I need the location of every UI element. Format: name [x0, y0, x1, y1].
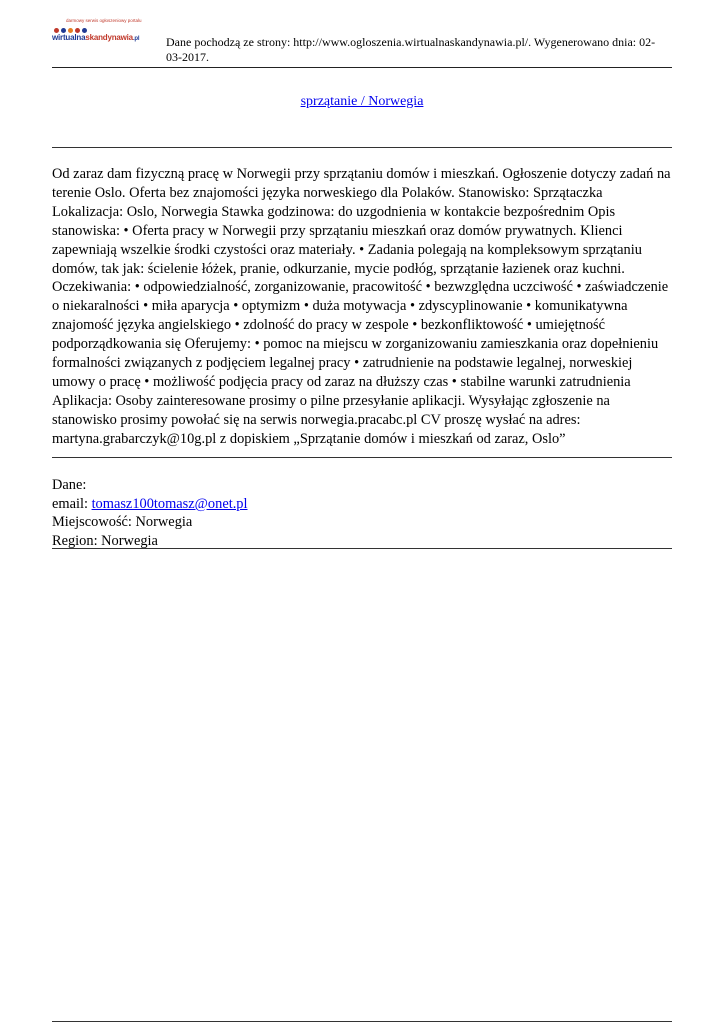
contact-email-row — [52, 495, 672, 514]
contact-heading: Dane: — [52, 477, 87, 493]
header-divider — [52, 67, 672, 68]
page-header — [52, 14, 672, 68]
email-link[interactable]: tomasz100tomasz@onet.pl — [91, 495, 248, 512]
section-divider — [52, 457, 672, 458]
logo-wordmark: wirtualnaskandynawia.pl — [52, 33, 140, 42]
category-link[interactable]: sprzątanie / Norwegia — [300, 94, 424, 109]
email-label: email: — [52, 495, 92, 512]
contact-details — [52, 476, 672, 550]
city-row: Miejscowość: Norwegia — [52, 514, 193, 531]
listing-description: Od zaraz dam fizyczną pracę w Norwegii przy sprzątaniu domów i mieszkań. Ogłoszenie dotyczy zadań na terenie Oslo. Oferta bez znajomości języka norweskiego dla Polaków. Stanowisko: Sprzątaczka Lokalizacja: Oslo, Norwegia Stawka godzinowa: do uzgodnienia w kontakcie bezpośrednim Opis stanowiska: • Oferta pracy w Norwegii przy sprzątaniu mieszkań oraz domów prywatnych. Klienci zapewniają wszelkie środki czystości oraz materiały. • Zadania polegają na kompleksowym sprzątaniu domów, tak jak: ścielenie łóżek, pranie, odkurzanie, mycie podłóg, sprzątanie łazienek oraz kuchni. Oczekiwania: • odpowiedzialność, zorganizowanie, pracowitość • bezwzględna uczciwość • zaświadczenie o niekaralności • miła aparycja • optymizm • duża motywacja • zdyscyplinowanie • komunikatywna znajomość języka angielskiego • zdolność do pracy w zespole • bezkonfliktowość • umiejętność podporządkowania się Oferujemy: • pomoc na miejscu w zorganizowaniu zamieszkania oraz dopełnieniu formalności związanych z podjęciem legalnej pracy • zatrudnienie na podstawie legalnej, norweskiej umowy o pracę • możliwość podjęcia pracy od zaraz na dłuższy czas • stabilne warunki zatrudnienia Aplikacja: Osoby zainteresowane prosimy o pilne przesyłanie aplikacji. Wysyłając zgłoszenie na stanowisko prosimy powołać się na serwis norwegia.pracabc.pl CV proszę wysłać na adres: martyna.grabarczyk@10g.pl z dopiskiem „Sprzątanie domów i mieszkań od zaraz, Oslo” — [52, 166, 671, 447]
source-info: Dane pochodzą ze strony: http://www.ogloszenia.wirtualnaskandynawia.pl/. Wygenerowano dnia: 02-03-2017. — [166, 35, 656, 64]
footer-divider — [52, 1021, 672, 1022]
section-divider — [52, 548, 672, 549]
logo-tagline: darmowy serwis ogłoszeniowy portalu — [66, 18, 142, 23]
section-divider — [52, 147, 672, 148]
site-logo — [52, 18, 160, 54]
region-row: Region: Norwegia — [52, 532, 158, 549]
